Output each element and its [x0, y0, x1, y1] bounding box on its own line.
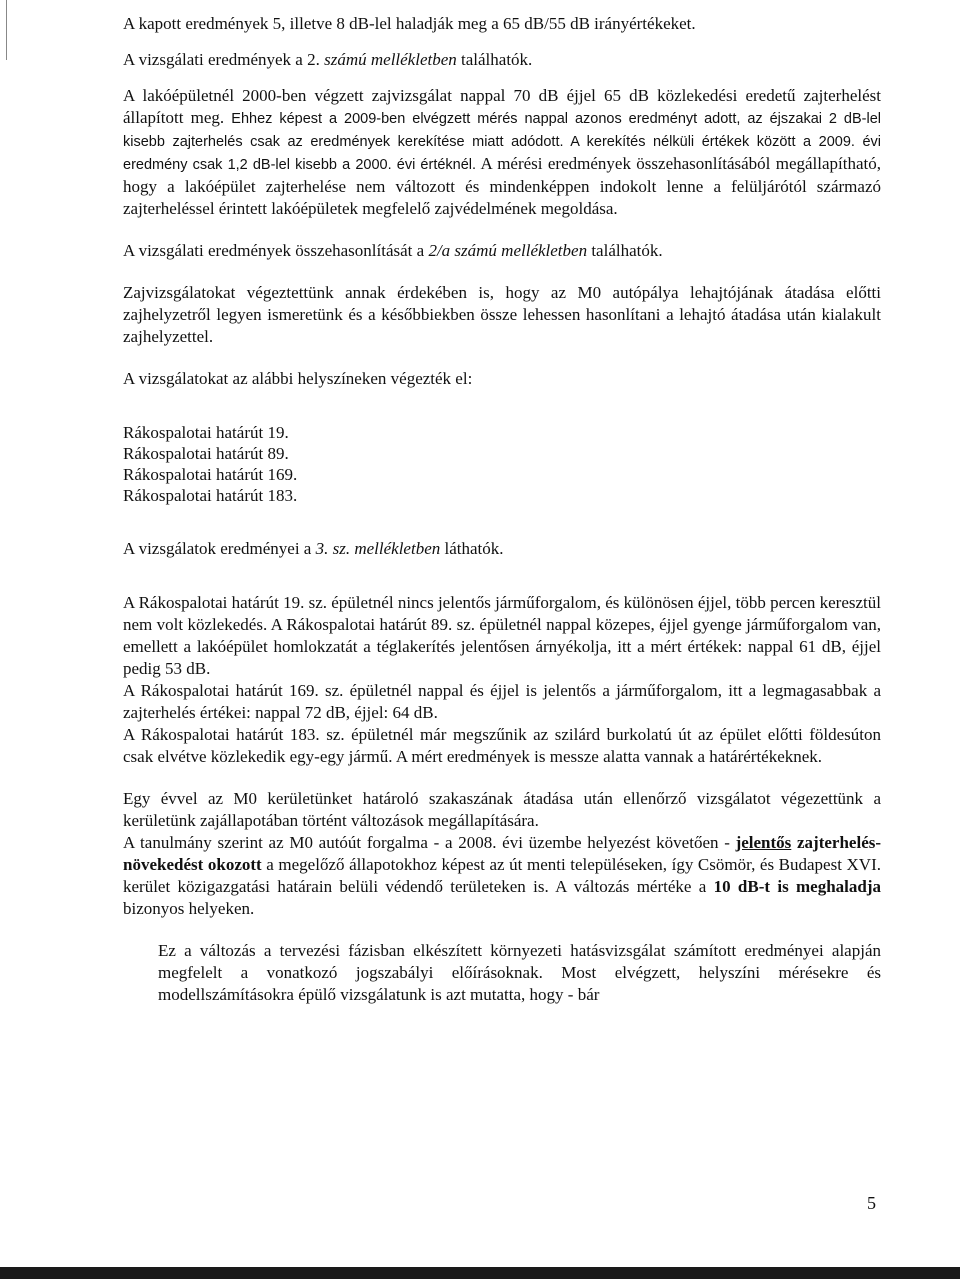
paragraph-5: Zajvizsgálatokat végeztettünk annak érdekében is, hogy az M0 autópálya lehajtójának átadása előtti zajhelyzetről legyen ismeretünk és a későbbiekben össze lehessen hasonlítani a lehajtó átadása után kialakult zajhelyzettel.	[123, 283, 881, 346]
p10-emphasis-underlined: jelentős	[735, 833, 792, 852]
p2-annex-ref: számú mellékletben	[324, 50, 457, 69]
location-item: Rákospalotai határút 89.	[123, 444, 289, 463]
p2-text-end: találhatók.	[461, 50, 533, 69]
p3-text-a: A lakóépületnél 2000-ben végzett zajvizsgálat nappal 70 dB éjjel 65 dB közlekedési eredetű zajterhelést állapított meg.	[123, 86, 881, 127]
p4-text: A vizsgálati eredmények összehasonlítását a	[123, 241, 425, 260]
p4-annex-ref: 2/a számú mellékletben	[428, 241, 588, 260]
location-item: Rákospalotai határút 169.	[123, 465, 298, 484]
p3-text-c: A mérési eredmények összehasonlításából megállapítható, hogy a lakóépület zajterhelése nem változott és mindenképpen indokolt lenne a felüljárótól származó zajterheléssel érintett lakóépületek megfelelő zajvédelmének megoldása.	[123, 154, 882, 218]
page-number: 5	[867, 1193, 876, 1213]
paragraph-11: Ez a változás a tervezési fázisban elkészített környezeti hatásvizsgálat számított eredményei alapján megfelelt a vonatkozó jogszabályi előírásoknak. Most elvégzett, helyszíni mérésekre és modellszámításokra épülő vizsgálatunk is azt mutatta, hogy - bár	[158, 941, 881, 1004]
paragraph-8-3: A Rákospalotai határút 183. sz. épületnél már megszűnik az szilárd burkolatú út az épület előtti földesúton csak elvétve közlekedik egy-egy jármű. A mért eredmények is messze alatta vannak a határértékeknek.	[123, 725, 881, 766]
p7-text-end: láthatók.	[444, 539, 504, 558]
scan-edge-bottom	[0, 1267, 960, 1279]
document-page	[123, 13, 881, 1006]
scan-edge-left	[6, 0, 7, 60]
paragraph-3	[123, 85, 881, 220]
paragraph-7	[123, 538, 881, 560]
p10-text-d: a megelőző állapotokhoz képest az út menti településeken, így Csömör, és Budapest XVI. kerület közigazgatási határain belüli védendő területeken is. A változás mértéke a	[123, 855, 881, 896]
location-item: Rákospalotai határút 183.	[123, 486, 298, 505]
p3-text-b: Ehhez képest a 2009-ben elvégzett mérés nappal azonos eredményt adott, az éjszakai 2 dB-lel kisebb zajterhelés csak az eredmények kerekítése miatt adódott. A kerekítés nélküli értékek között a 2009. évi eredmény csak 1,2 dB-lel kisebb a 2000. évi értéknél.	[123, 111, 882, 173]
paragraph-4	[123, 240, 881, 262]
p4-text-end: találhatók.	[591, 241, 663, 260]
p10-emphasis: zajterhelés-növekedést okozott	[123, 833, 882, 874]
paragraph-6: A vizsgálatokat az alábbi helyszíneken végezték el:	[123, 369, 473, 388]
paragraph-8-1: A Rákospalotai határút 19. sz. épületnél nincs jelentős járműforgalom, és különösen éjjel, több percen keresztül nem volt közlekedés. A Rákospalotai határút 89. sz. épületnél nappal közepes, éjjel gyenge járműforgalom van, emellett a lakóépület homlokzatát a téglakerítés jelentősen árnyékolja, itt a mért értékek: nappal 61 dB, éjjel pedig 53 dB.	[123, 593, 881, 678]
paragraph-1: A kapott eredmények 5, illetve 8 dB-lel haladják meg a 65 dB/55 dB irányértékeket.	[123, 14, 696, 33]
p10-text-f: bizonyos helyeken.	[123, 899, 255, 918]
p7-text: A vizsgálatok eredményei a	[123, 539, 312, 558]
p7-annex-ref: 3. sz. mellékletben	[315, 539, 441, 558]
location-item: Rákospalotai határút 19.	[123, 423, 289, 442]
paragraph-2	[123, 49, 881, 71]
p10-emphasis-value: 10 dB-t is meghaladja	[713, 877, 881, 896]
location-list	[123, 422, 881, 506]
paragraph-9: Egy évvel az M0 kerületünket határoló szakaszának átadása után ellenőrző vizsgálatot végezettünk a kerületünk zajállapotában történt változások megállapítására.	[123, 789, 881, 830]
paragraph-8-2: A Rákospalotai határút 169. sz. épületnél nappal és éjjel is jelentős a járműforgalom, itt a legmagasabbak a zajterhelés értékei: nappal 72 dB, éjjel: 64 dB.	[123, 681, 881, 722]
p10-text-a: A tanulmány szerint az M0 autóút forgalma - a 2008. évi üzembe helyezést követően -	[123, 833, 730, 852]
paragraph-10	[123, 832, 881, 920]
p2-text: A vizsgálati eredmények a 2.	[123, 50, 320, 69]
